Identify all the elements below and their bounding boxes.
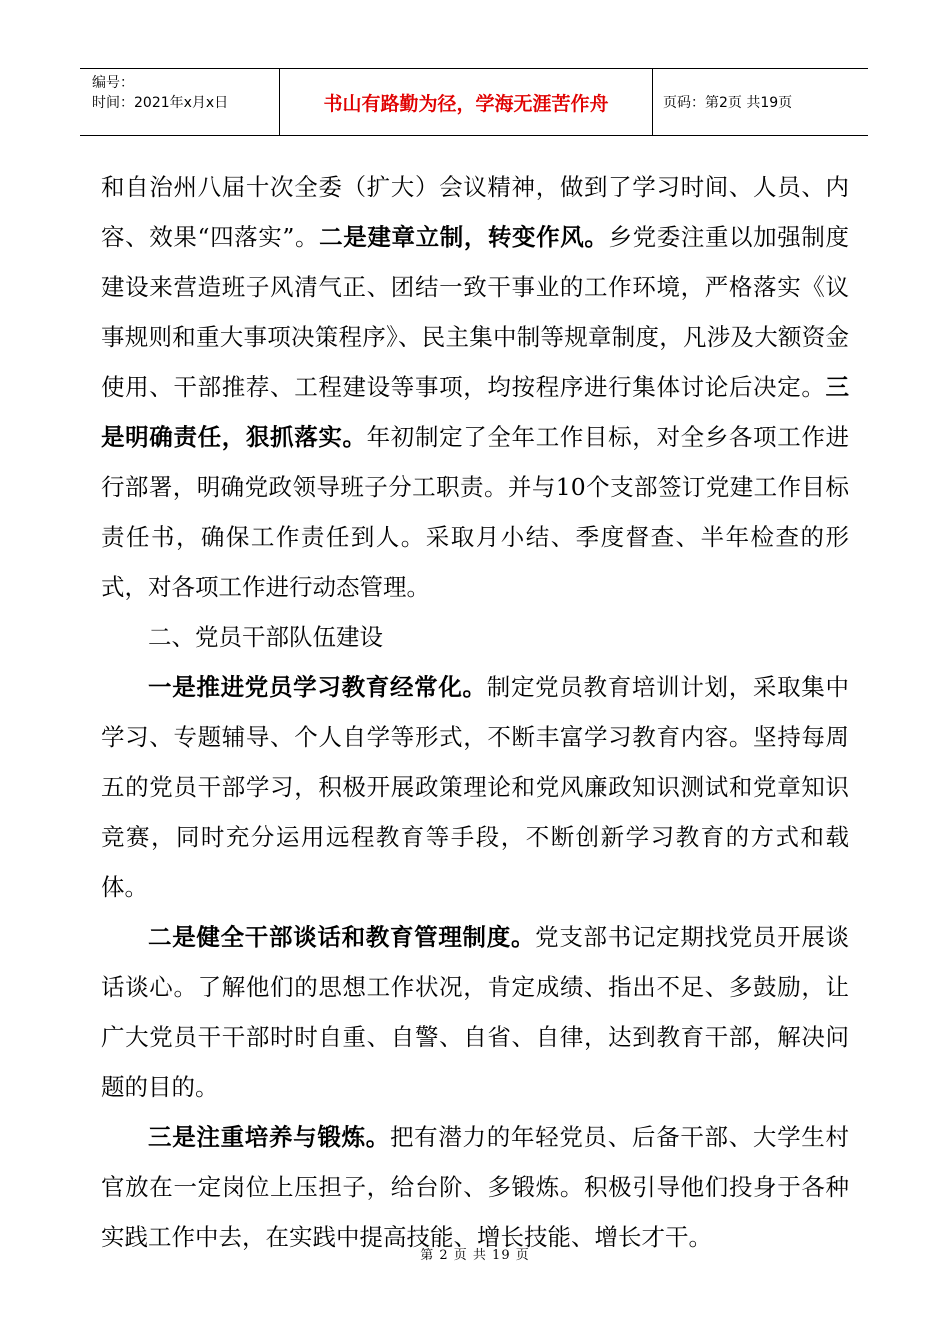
- document-header: [80, 68, 868, 136]
- paragraph-bold-lead: 一是推进党员学习教育经常化。: [148, 673, 487, 701]
- paragraph-text: 乡党委注重以加强制度建设来营造班子风清气正、团结一致干事业的工作环境，严格落实《议事规则和重大事项决策程序》、民主集中制等规章制度，凡涉及大额资金使用、干部推荐、工程建设等事项，均按程序进行集体讨论后决定。: [101, 223, 850, 401]
- paragraph-3: [101, 912, 849, 1112]
- paragraph-4: [101, 1112, 849, 1262]
- paragraph-text: 年初制定了全年工作目标，对全乡各项工作进行部署，明确党政领导班子分工职责。并与10个支部签订党建工作目标责任书，确保工作责任到人。采取月小结、季度督查、半年检查的形式，对各项工作进行动态管理。: [101, 423, 850, 601]
- document-body: [101, 162, 849, 1262]
- section-heading: 二、党员干部队伍建设: [148, 623, 383, 651]
- time-label: 时间：2021年x月x日: [92, 95, 229, 111]
- paragraph-text: 党支部书记定期找党员开展谈话谈心。了解他们的思想工作状况，肯定成绩、指出不足、多鼓励，让广大党员干干部时时自重、自警、自省、自律，达到教育干部，解决问题的目的。: [101, 923, 850, 1101]
- paragraph-text: 和自治州八届十次全委（扩大）会议精神，做到了学习时间、人员、内容、效果“四落实”。: [101, 173, 849, 251]
- paragraph-text: 把有潜力的年轻党员、后备干部、大学生村官放在一定岗位上压担子，给台阶、多锻炼。积极引导他们投身于各种实践工作中去，在实践中提高技能、增长技能、增长才干。: [101, 1123, 850, 1251]
- paragraph-bold-lead: 三是明确责任，狠抓落实。: [101, 373, 849, 451]
- paragraph-bold-lead: 二是健全干部谈话和教育管理制度。: [148, 923, 536, 951]
- number-label: 编号：: [92, 75, 134, 91]
- paragraph-bold-lead: 二是建章立制，转变作风。: [319, 223, 609, 251]
- header-motto: 书山有路勤为径，学海无涯苦作舟: [280, 69, 653, 135]
- header-meta: [80, 69, 280, 135]
- paragraph-1: [101, 162, 849, 612]
- page-footer: 第 2 页 共 19 页: [420, 1248, 530, 1263]
- paragraph-text: 制定党员教育培训计划，采取集中学习、专题辅导、个人自学等形式，不断丰富学习教育内容。坚持每周五的党员干部学习，积极开展政策理论和党风廉政知识测试和党章知识竞赛，同时充分运用远程教育等手段，不断创新学习教育的方式和载体。: [101, 673, 849, 901]
- paragraph-2: [101, 662, 849, 912]
- header-page-label: 页码：第2页 共19页: [663, 95, 793, 111]
- paragraph-bold-lead: 三是注重培养与锻炼。: [148, 1123, 390, 1151]
